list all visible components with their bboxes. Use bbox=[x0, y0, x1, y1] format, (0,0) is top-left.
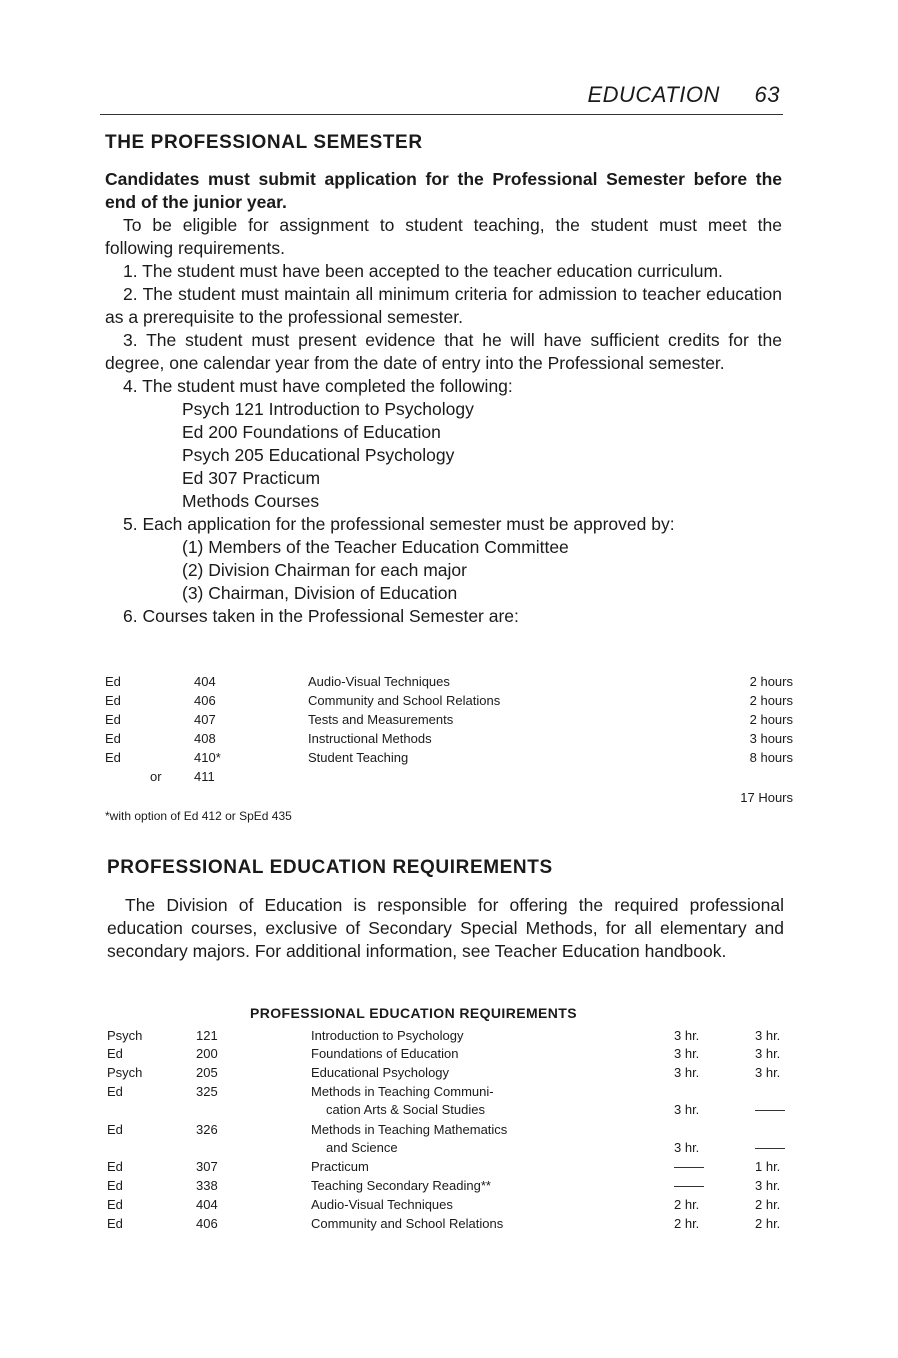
semester-title: THE PROFESSIONAL SEMESTER bbox=[105, 132, 423, 153]
requirement-1: 1. The student must have been accepted to the teacher education curriculum. bbox=[123, 261, 723, 281]
list-item: Ed 200 Foundations of Education bbox=[182, 422, 441, 442]
table-row: Ed 404 Audio-Visual Techniques 2 hours bbox=[105, 674, 793, 689]
total-row bbox=[105, 788, 795, 807]
table-row bbox=[105, 767, 795, 786]
requirement-4-list bbox=[105, 398, 782, 513]
table-row: cation Arts & Social Studies 3 hr. bbox=[107, 1100, 797, 1119]
total-hours: 17 Hours bbox=[740, 790, 793, 805]
list-item: Methods Courses bbox=[182, 491, 320, 511]
table-row: Ed 408 Instructional Methods 3 hours bbox=[105, 731, 793, 746]
table-row: Ed 410* Student Teaching 8 hours bbox=[105, 750, 793, 765]
table-row: Psych 205 Educational Psychology 3 hr. 3 hr. bbox=[107, 1065, 781, 1080]
requirement-5-list bbox=[105, 536, 782, 605]
table-row: Ed 200 Foundations of Education 3 hr. 3 hr. bbox=[107, 1046, 781, 1061]
or-course-number: 411 bbox=[194, 769, 215, 784]
list-item: Psych 205 Educational Psychology bbox=[182, 445, 455, 465]
requirements-body: The Division of Education is responsible for offering the required professional education courses, exclusive of Secondary Special Methods, for all elementary and secondary majors. For additional information, see Teacher Education handbook. bbox=[107, 895, 784, 961]
semester-intro-bold: Candidates must submit application for the Professional Semester before the end of the junior year. bbox=[105, 169, 782, 212]
requirement-4: 4. The student must have completed the following: bbox=[123, 376, 513, 396]
table-row: and Science 3 hr. bbox=[107, 1138, 797, 1157]
list-item: Psych 121 Introduction to Psychology bbox=[182, 399, 474, 419]
semester-courses-table bbox=[105, 672, 793, 832]
list-item: Ed 307 Practicum bbox=[182, 468, 321, 488]
header-rule bbox=[100, 114, 783, 115]
list-item: (3) Chairman, Division of Education bbox=[182, 583, 458, 603]
table-row: Ed 404 Audio-Visual Techniques 2 hr. 2 hr. bbox=[107, 1197, 781, 1212]
table-row: Ed 325 Methods in Teaching Communi- bbox=[107, 1084, 494, 1099]
table-row: Psych 121 Introduction to Psychology 3 hr. 3 hr. bbox=[107, 1028, 781, 1043]
semester-intro: To be eligible for assignment to student teaching, the student must meet the following requirements. bbox=[105, 215, 782, 258]
table-row: Ed 338 Teaching Secondary Reading** 3 hr. bbox=[107, 1178, 781, 1193]
table-row: Ed 406 Community and School Relations 2 hours bbox=[105, 693, 793, 708]
header-section: EDUCATION bbox=[587, 82, 720, 107]
requirement-2: 2. The student must maintain all minimum criteria for admission to teacher education as a prerequisite to the professional semester. bbox=[105, 284, 782, 327]
requirement-5: 5. Each application for the professional semester must be approved by: bbox=[123, 514, 675, 534]
or-label: or bbox=[150, 769, 162, 784]
requirements-title: PROFESSIONAL EDUCATION REQUIREMENTS bbox=[107, 857, 553, 878]
footnote: *with option of Ed 412 or SpEd 435 bbox=[105, 809, 292, 823]
page-number: 63 bbox=[754, 82, 780, 107]
table-row: Ed 407 Tests and Measurements 2 hours bbox=[105, 712, 793, 727]
requirements-table-title: PROFESSIONAL EDUCATION REQUIREMENTS bbox=[250, 1005, 577, 1021]
table-row: Ed 406 Community and School Relations 2 hr. 2 hr. bbox=[107, 1216, 781, 1231]
semester-body bbox=[105, 168, 782, 628]
list-item: (1) Members of the Teacher Education Committee bbox=[182, 537, 569, 557]
requirement-6: 6. Courses taken in the Professional Semester are: bbox=[123, 606, 519, 626]
requirement-3: 3. The student must present evidence that he will have sufficient credits for the degree, one calendar year from the date of entry into the Professional semester. bbox=[105, 330, 782, 373]
running-header bbox=[587, 82, 780, 108]
table-row: Ed 326 Methods in Teaching Mathematics bbox=[107, 1122, 508, 1137]
table-row: Ed 307 Practicum 1 hr. bbox=[107, 1159, 781, 1174]
requirements-table bbox=[107, 1026, 787, 1236]
list-item: (2) Division Chairman for each major bbox=[182, 560, 467, 580]
